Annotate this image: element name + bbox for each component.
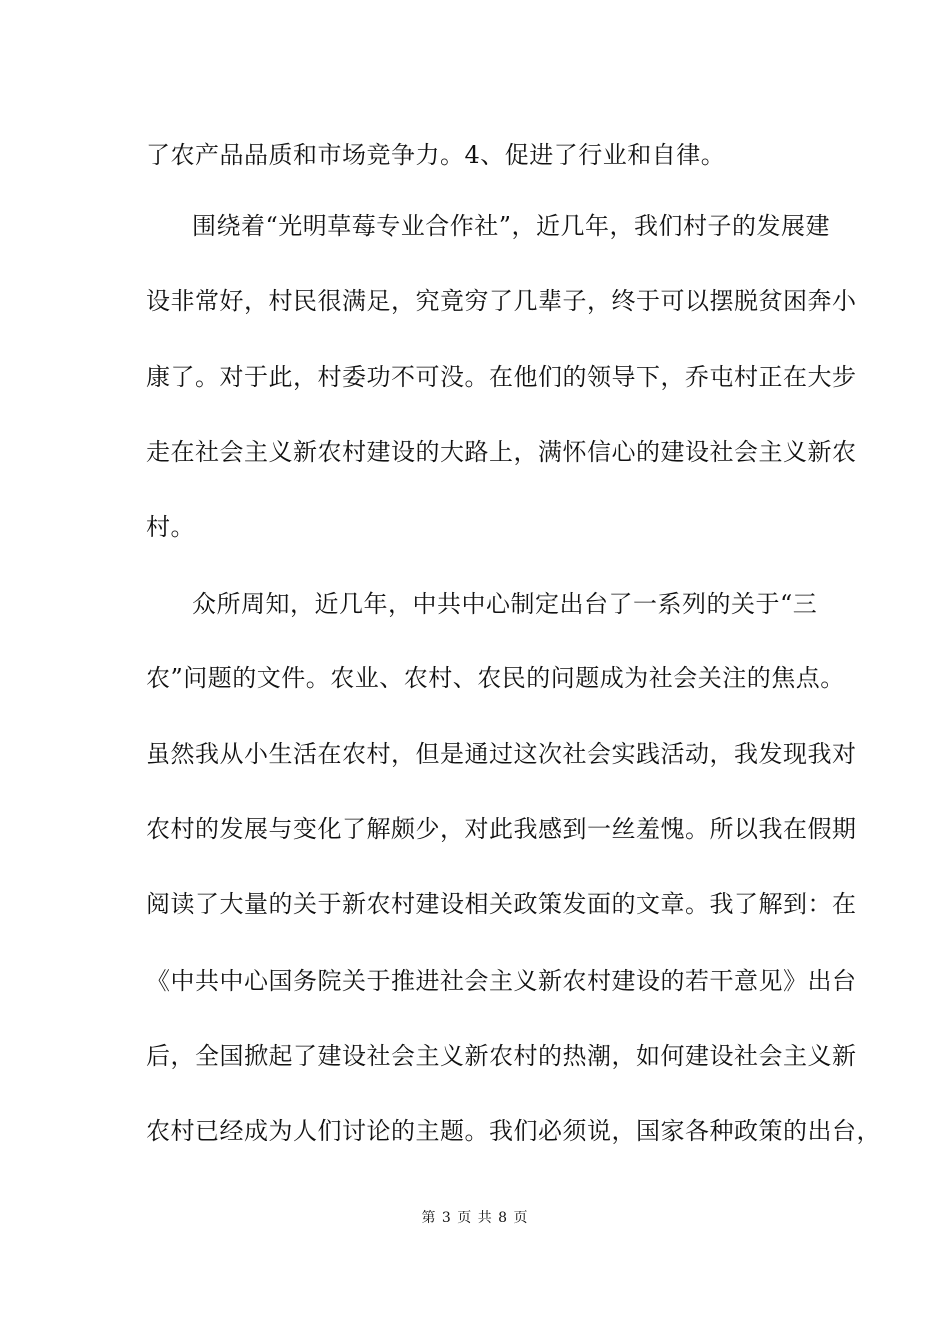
text-line-8: 农”问题的文件。农业、农村、农民的问题成为社会关注的焦点。 xyxy=(146,664,845,692)
text-line-5: 走在社会主义新农村建设的大路上，满怀信心的建设社会主义新农 xyxy=(146,438,857,466)
text-line-14: 农村已经成为人们讨论的主题。我们必须说，国家各种政策的出台， xyxy=(146,1117,881,1145)
text-line-11: 阅读了大量的关于新农村建设相关政策发面的文章。我了解到：在 xyxy=(146,890,857,918)
text-line-1: 了农产品品质和市场竞争力。4、促进了行业和自律。 xyxy=(146,141,726,169)
text-line-4: 康了。对于此，村委功不可没。在他们的领导下，乔屯村正在大步 xyxy=(146,363,857,391)
page-number-footer: 第 3 页 共 8 页 xyxy=(421,1210,529,1226)
text-line-3: 设非常好，村民很满足，究竟穷了几辈子，终于可以摆脱贫困奔小 xyxy=(146,287,857,315)
text-line-6: 村。 xyxy=(146,513,195,541)
text-line-13: 后，全国掀起了建设社会主义新农村的热潮，如何建设社会主义新 xyxy=(146,1042,857,1070)
paragraph-start-line: 围绕着“光明草莓专业合作社”，近几年，我们村子的发展建 xyxy=(192,212,831,240)
text-line-10: 农村的发展与变化了解颇少，对此我感到一丝羞愧。所以我在假期 xyxy=(146,815,857,843)
text-line-12: 《中共中心国务院关于推进社会主义新农村建设的若干意见》出台 xyxy=(146,967,857,995)
paragraph-start-line: 众所周知，近几年，中共中心制定出台了一系列的关于“三 xyxy=(192,590,818,618)
text-line-9: 虽然我从小生活在农村，但是通过这次社会实践活动，我发现我对 xyxy=(146,740,857,768)
